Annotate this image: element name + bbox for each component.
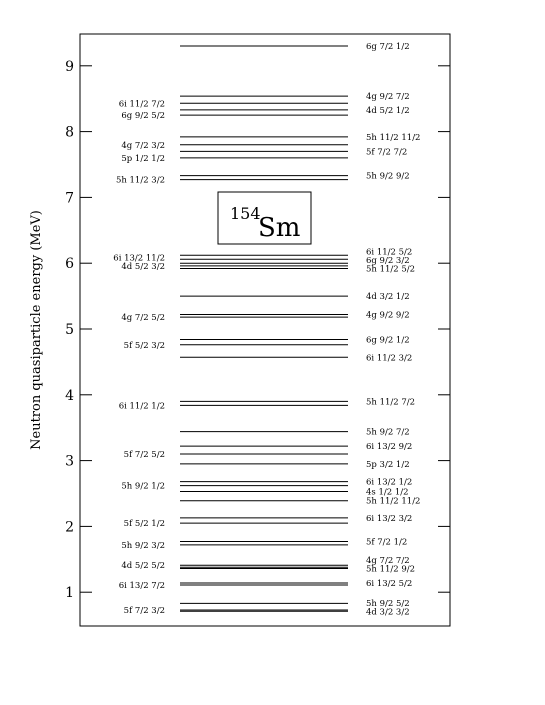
level-label-right: 5h 9/2 5/2 xyxy=(366,598,410,609)
level-label-right: 5p 3/2 1/2 xyxy=(366,459,410,470)
level-label-left: 4d 5/2 5/2 xyxy=(121,561,165,572)
level-label-right: 6i 13/2 9/2 xyxy=(366,442,413,453)
y-tick-label: 8 xyxy=(65,124,74,141)
level-label-right: 6g 9/2 1/2 xyxy=(366,335,410,346)
nucleus-symbol: Sm xyxy=(258,213,301,243)
level-label-right: 5h 11/2 11/2 xyxy=(366,496,421,507)
level-label-left: 5f 7/2 5/2 xyxy=(123,450,165,461)
level-label-left: 5f 5/2 1/2 xyxy=(123,519,165,530)
level-label-left: 5h 9/2 3/2 xyxy=(121,540,165,551)
nucleus-mass-number: 154 xyxy=(230,204,261,223)
y-axis-title: Neutron quasiparticle energy (MeV) xyxy=(29,210,44,450)
level-label-right: 4s 1/2 1/2 xyxy=(366,487,409,498)
level-label-right: 4g 9/2 9/2 xyxy=(366,310,410,321)
level-label-right: 6g 7/2 1/2 xyxy=(366,42,410,53)
level-label-left: 6i 11/2 7/2 xyxy=(118,99,165,110)
level-label-right: 6i 13/2 5/2 xyxy=(366,578,413,589)
level-label-right: 6i 11/2 5/2 xyxy=(366,247,413,258)
level-label-right: 5h 11/2 5/2 xyxy=(366,264,416,275)
level-label-right: 6i 13/2 3/2 xyxy=(366,513,413,524)
level-label-right: 6i 13/2 1/2 xyxy=(366,477,413,488)
y-tick-label: 1 xyxy=(65,585,74,602)
level-label-left: 6i 13/2 11/2 xyxy=(113,253,165,264)
level-label-left: 5h 9/2 1/2 xyxy=(121,481,165,492)
level-label-right: 5h 11/2 11/2 xyxy=(366,132,421,143)
level-label-right: 5f 7/2 1/2 xyxy=(366,537,408,548)
level-label-left: 6g 9/2 5/2 xyxy=(121,111,165,122)
level-labels xyxy=(113,42,420,617)
level-label-left: 5h 11/2 3/2 xyxy=(115,175,165,186)
nucleus-label xyxy=(218,192,311,244)
level-label-right: 4g 9/2 7/2 xyxy=(366,92,410,103)
y-tick-label: 3 xyxy=(65,453,74,470)
y-tick-label: 5 xyxy=(65,322,74,338)
level-label-right: 5f 7/2 7/2 xyxy=(366,147,408,158)
level-label-left: 5f 7/2 3/2 xyxy=(123,605,165,616)
level-label-right: 5h 9/2 7/2 xyxy=(366,427,410,438)
level-label-right: 4d 5/2 1/2 xyxy=(366,105,410,116)
level-label-right: 4d 3/2 3/2 xyxy=(366,607,410,618)
level-label-left: 4d 5/2 3/2 xyxy=(121,261,165,272)
level-label-right: 5h 11/2 9/2 xyxy=(366,564,416,575)
y-tick-label: 9 xyxy=(65,58,74,75)
level-label-right: 5h 9/2 9/2 xyxy=(366,171,410,182)
level-label-right: 6g 9/2 3/2 xyxy=(366,255,410,266)
level-label-left: 5p 1/2 1/2 xyxy=(121,153,165,164)
y-tick-label: 6 xyxy=(65,256,74,273)
energy-levels xyxy=(180,46,348,611)
level-label-right: 5h 11/2 7/2 xyxy=(366,397,416,408)
level-label-left: 5f 5/2 3/2 xyxy=(123,340,165,351)
level-label-left: 4g 7/2 3/2 xyxy=(121,140,165,151)
level-label-left: 6i 13/2 7/2 xyxy=(118,580,165,591)
y-tick-label: 4 xyxy=(65,387,74,404)
level-label-left: 6i 11/2 1/2 xyxy=(118,401,165,412)
level-label-right: 4d 3/2 1/2 xyxy=(366,292,410,303)
level-label-right: 4g 7/2 7/2 xyxy=(366,556,410,567)
y-tick-label: 7 xyxy=(65,190,74,207)
level-label-left: 4g 7/2 5/2 xyxy=(121,313,165,324)
level-label-right: 6i 11/2 3/2 xyxy=(366,353,413,364)
y-tick-label: 2 xyxy=(65,519,74,536)
